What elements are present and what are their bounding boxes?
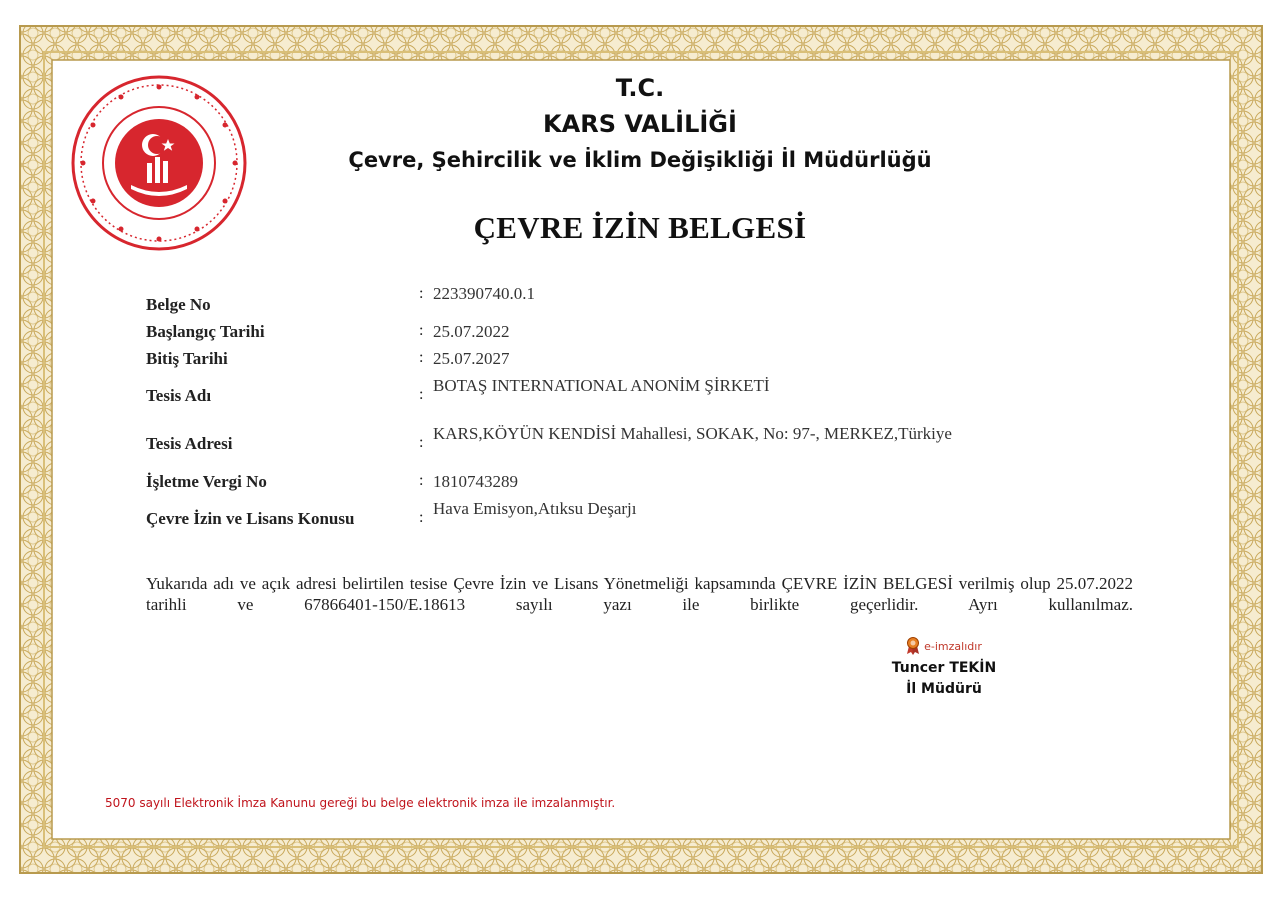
field-label: Tesis Adı [146, 386, 212, 405]
field-value: KARS,KÖYÜN KENDİSİ Mahallesi, SOKAK, No: 97-, MERKEZ,Türkiye [433, 424, 952, 443]
header-directorate: Çevre, Şehircilik ve İklim Değişikliği İl Müdürlüğü [348, 148, 932, 172]
document-title: ÇEVRE İZİN BELGESİ [473, 210, 807, 245]
field-value: 1810743289 [433, 472, 518, 491]
header-governorship: KARS VALİLİĞİ [543, 110, 737, 138]
field-value: 25.07.2027 [433, 349, 510, 368]
field-value: BOTAŞ INTERNATIONAL ANONİM ŞİRKETİ [433, 376, 770, 395]
esign-row [880, 636, 1008, 656]
field-label: Tesis Adresi [146, 434, 233, 453]
signer-name: Tuncer TEKİN [891, 660, 997, 676]
field-label: Çevre İzin ve Lisans Konusu [146, 509, 355, 528]
field-colon: : [419, 322, 424, 339]
field-label: İşletme Vergi No [146, 472, 267, 491]
field-colon: : [419, 434, 424, 451]
field-colon: : [419, 285, 424, 302]
field-colon: : [419, 386, 424, 403]
field-label: Başlangıç Tarihi [146, 322, 265, 341]
award-ribbon-icon [906, 637, 920, 655]
header-tc: T.C. [615, 74, 665, 102]
field-label: Bitiş Tarihi [146, 349, 228, 368]
field-colon: : [419, 472, 424, 489]
signer-title: İl Müdürü [906, 681, 982, 697]
field-colon: : [419, 349, 424, 366]
body-paragraph: Yukarıda adı ve açık adresi belirtilen tesise Çevre İzin ve Lisans Yönetmeliği kapsamında ÇEVRE İZİN BELGESİ verilmiş olup 25.07.2022 tarihli ve 67866401-150/E.18613 sayılı yazı ile birlikte geçerlidir. Ayrı kullanılmaz. [146, 574, 1133, 614]
field-label: Belge No [146, 295, 211, 314]
field-colon: : [419, 509, 424, 526]
esign-law-footnote: 5070 sayılı Elektronik İmza Kanunu gereği bu belge elektronik imza ile imzalanmıştır. [105, 796, 616, 810]
esign-label: e-imzalıdır [924, 639, 982, 653]
signature-block [880, 636, 1008, 700]
field-value: Hava Emisyon,Atıksu Deşarjı [433, 499, 637, 518]
field-value: 223390740.0.1 [433, 284, 535, 303]
field-value: 25.07.2022 [433, 322, 510, 341]
